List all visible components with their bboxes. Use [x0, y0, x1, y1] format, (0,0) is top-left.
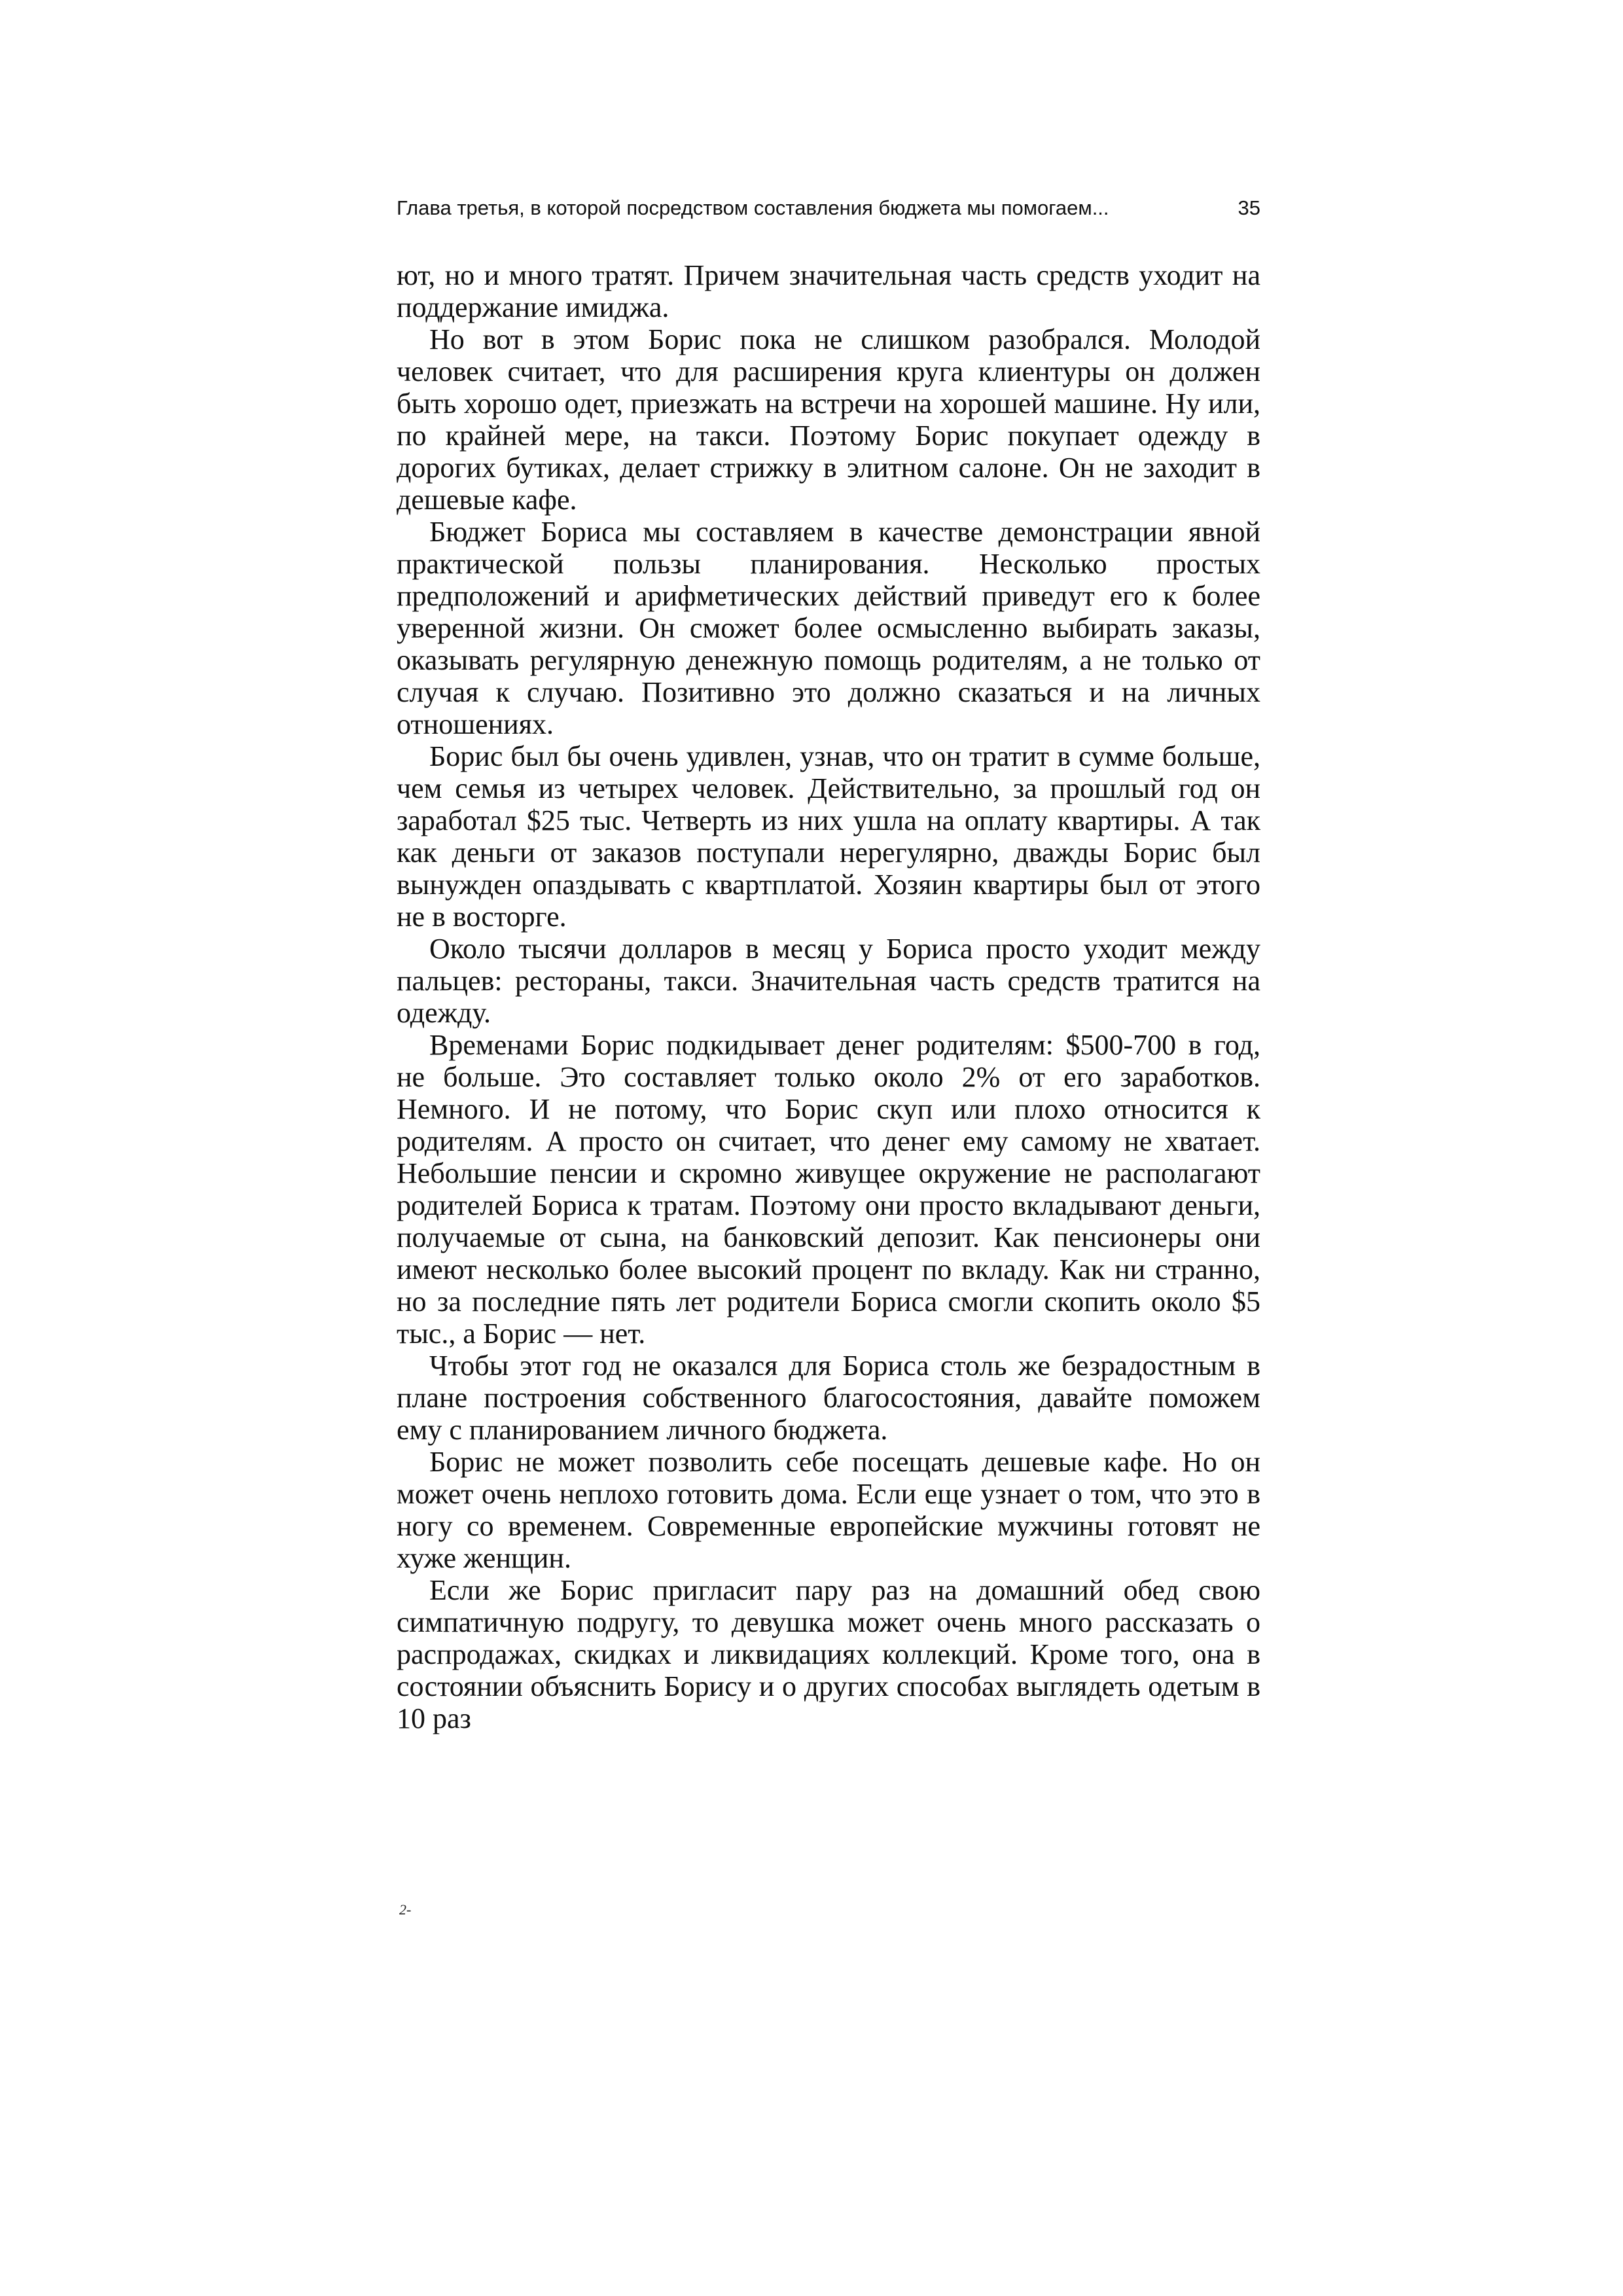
paragraph-9: Если же Борис пригласит пару раз на домашний обед свою симпатичную подругу, то девушка может очень много рассказать о распродажах, скидках и ликвидациях коллекций. Кроме того, она в состоянии объяснить Борису и о других способах выглядеть одетым в 10 раз — [397, 1574, 1260, 1734]
signature-mark: 2- — [399, 1901, 412, 1918]
paragraph-5: Около тысячи долларов в месяц у Бориса просто уходит между пальцев: рестораны, такси. Значительная часть средств тратится на одежду. — [397, 933, 1260, 1029]
paragraph-4: Борис был бы очень удивлен, узнав, что он тратит в сумме больше, чем семья из четырех человек. Действительно, за прошлый год он заработал $25 тыс. Четверть из них ушла на оплату квартиры. А так как деньги от заказов поступали нерегулярно, дважды Борис был вынужден опаздывать с квартплатой. Хозяин квартиры был от этого не в восторге. — [397, 740, 1260, 933]
page-number: 35 — [1238, 196, 1260, 219]
paragraph-3: Бюджет Бориса мы составляем в качестве демонстрации явной практической пользы планирования. Несколько простых предположений и арифметических действий приведут его к более уверенной жизни. Он сможет более осмысленно выбирать заказы, оказывать регулярную денежную помощь родителям, а не только от случая к случаю. Позитивно это должно сказаться и на личных отношениях. — [397, 516, 1260, 740]
body-text — [397, 259, 1260, 1734]
paragraph-7: Чтобы этот год не оказался для Бориса столь же безрадостным в плане построения собственного благосостояния, давайте поможем ему с планированием личного бюджета. — [397, 1350, 1260, 1446]
chapter-title: Глава третья, в которой посредством составления бюджета мы помогаем... — [397, 196, 1109, 219]
paragraph-8: Борис не может позволить себе посещать дешевые кафе. Но он может очень неплохо готовить дома. Если еще узнает о том, что это в ногу со временем. Современные европейские мужчины готовят не хуже женщин. — [397, 1446, 1260, 1574]
running-header — [397, 196, 1260, 229]
paragraph-1: ют, но и много тратят. Причем значительная часть средств уходит на поддержание имиджа. — [397, 259, 1260, 323]
paragraph-2: Но вот в этом Борис пока не слишком разобрался. Молодой человек считает, что для расширения круга клиентуры он должен быть хорошо одет, приезжать на встречи на хорошей машине. Ну или, по крайней мере, на такси. Поэтому Борис покупает одежду в дорогих бутиках, делает стрижку в элитном салоне. Он не заходит в дешевые кафе. — [397, 323, 1260, 516]
paragraph-6: Временами Борис подкидывает денег родителям: $500-700 в год, не больше. Это составляет только около 2% от его заработков. Немного. И не потому, что Борис скуп или плохо относится к родителям. А просто он считает, что денег ему самому не хватает. Небольшие пенсии и скромно живущее окружение не располагают родителей Бориса к тратам. Поэтому они просто вкладывают деньги, получаемые от сына, на банковский депозит. Как пенсионеры они имеют несколько более высокий процент по вкладу. Как ни странно, но за последние пять лет родители Бориса смогли скопить около $5 тыс., а Борис — нет. — [397, 1029, 1260, 1350]
